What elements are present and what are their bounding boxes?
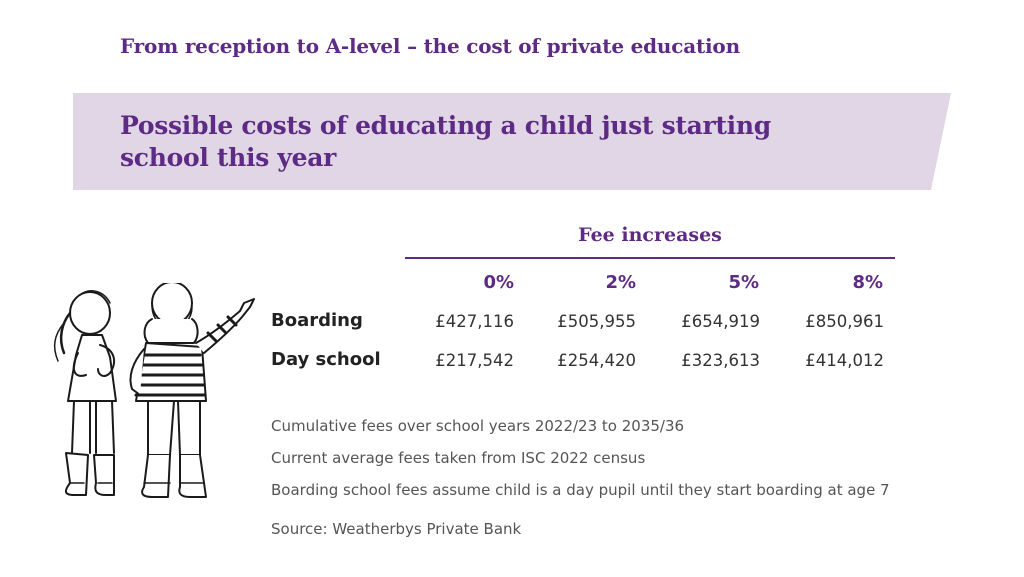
table-cell: £414,012 — [805, 351, 884, 370]
fee-increases-header: Fee increases — [578, 224, 722, 246]
kicker-title: From reception to A-level – the cost of private education — [120, 34, 740, 58]
table-cell: £505,955 — [557, 312, 636, 331]
footnote: Cumulative fees over school years 2022/23 to 2035/36 — [271, 417, 685, 435]
footnote: Current average fees taken from ISC 2022 census — [271, 449, 646, 467]
girl-figure — [55, 291, 116, 495]
banner-title: Possible costs of educating a child just starting school this year — [120, 111, 771, 172]
table-cell: £850,961 — [805, 312, 884, 331]
fee-header-rule — [405, 257, 895, 259]
source-note: Source: Weatherbys Private Bank — [271, 520, 522, 538]
table-cell: £217,542 — [435, 351, 514, 370]
boy-figure — [131, 283, 255, 497]
title-banner — [73, 93, 951, 190]
row-label-day-school: Day school — [271, 349, 381, 370]
table-cell: £654,919 — [681, 312, 760, 331]
children-pointing-illustration — [40, 283, 260, 512]
column-header: 2% — [605, 272, 636, 293]
column-header: 8% — [852, 272, 883, 293]
table-cell: £254,420 — [557, 351, 636, 370]
column-header: 0% — [483, 272, 514, 293]
row-label-boarding: Boarding — [271, 310, 363, 331]
table-cell: £323,613 — [681, 351, 760, 370]
table-cell: £427,116 — [435, 312, 514, 331]
footnote: Boarding school fees assume child is a day pupil until they start boarding at age 7 — [271, 481, 890, 499]
children-illustration-icon — [40, 283, 260, 508]
column-header: 5% — [728, 272, 759, 293]
